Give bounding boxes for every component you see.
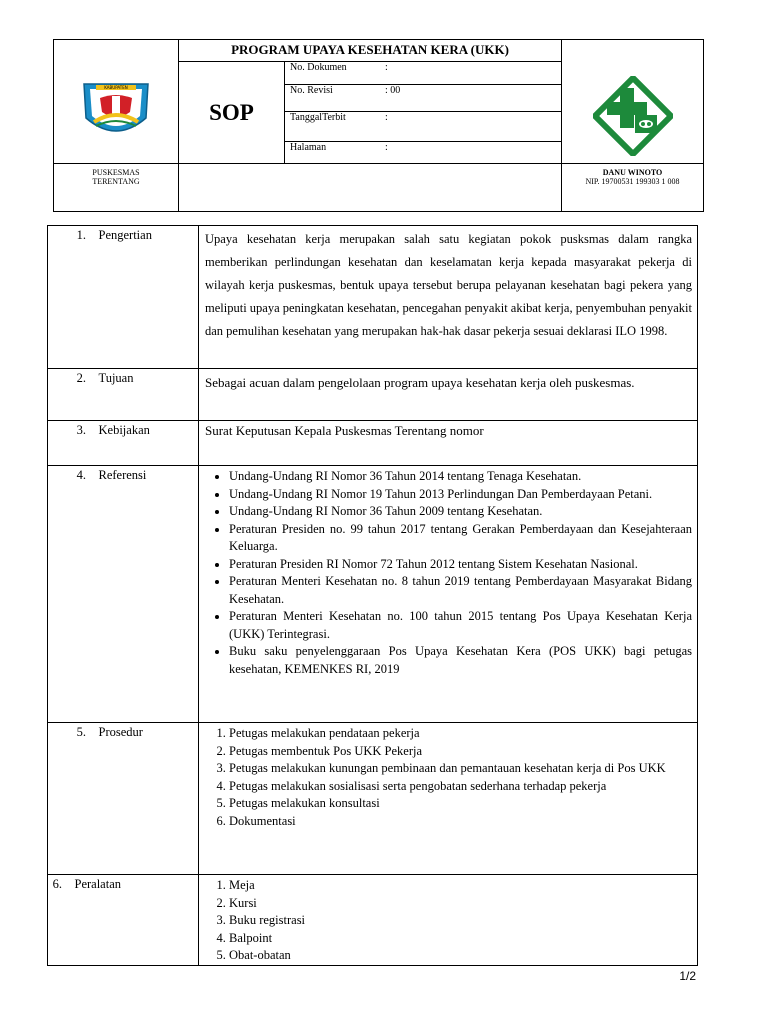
list-item: 1. Meja (229, 877, 692, 895)
signer-name: DANU WINOTO (602, 168, 663, 177)
right-logo-cell (562, 40, 704, 164)
list-item: 3. Buku registrasi (229, 912, 692, 930)
row-kebijakan: 3. Kebijakan Surat Keputusan Kepala Puskesmas Terentang nomor (48, 421, 698, 466)
section-title: Kebijakan (98, 423, 150, 437)
prosedur-list-cell (199, 723, 698, 875)
section-title: Prosedur (98, 725, 143, 739)
row-pengertian: 1. Pengertian Upaya kesehatan kerja merupakan salah satu kegiatan pokok pusksmas dalam rangka memberikan perlindungan kesehatan dan keselamatan kerja kepada masyarakat pekerja di wilayah kerja puskesmas, bentuk upaya tersebut berupa pelayanan kesehatan bagi pekera yang meliputi upaya peningkatan kesehatan, pencegahan penyakit akibat kerja, penyembuhan penyakit dan pemulihan kesehatan yang merupakan hak-hak dasar pekerja sesuai deklarasi ILO 1998. (48, 226, 698, 369)
peralatan-list (205, 877, 692, 965)
sop-label: SOP (179, 62, 285, 164)
list-item: • Peraturan Menteri Kesehatan no. 8 tahun 2019 tentang Pemberdayaan Masyarakat Bidang Kesehatan. (229, 573, 692, 608)
pengertian-text: Upaya kesehatan kerja merupakan salah satu kegiatan pokok pusksmas dalam rangka memberikan perlindungan kesehatan dan keselamatan kerja kepada masyarakat pekerja di wilayah kerja puskesmas, bentuk upaya tersebut berupa pelayanan kesehatan bagi pekera yang meliputi upaya peningkatan kesehatan, pencegahan penyakit akibat kerja, penyembuhan penyakit dan pemulihan kesehatan yang merupakan hak-hak dasar pekerja sesuai deklarasi ILO 1998. (199, 226, 698, 369)
sop-content-table (47, 225, 698, 966)
list-item: • Buku saku penyelenggaraan Pos Upaya Kesehatan Kera (POS UKK) bagi petugas kesehatan, KEMENKES RI, 2019 (229, 643, 692, 678)
referensi-list-cell (199, 466, 698, 723)
row-peralatan: 6. Peralatan 1. Meja 2. Kursi 3. Buku registrasi 4. Balpoint 5. Obat-obatan (48, 875, 698, 966)
meta-row-issue-date: TanggalTerbit : (285, 112, 562, 142)
list-item: 4. Balpoint (229, 930, 692, 948)
regency-emblem-icon (76, 78, 156, 142)
list-item: 2. Petugas membentuk Pos UKK Pekerja (229, 743, 692, 761)
left-logo-cell (54, 40, 179, 164)
referensi-list (205, 468, 692, 678)
list-item: 3. Petugas melakukan kunungan pembinaan dan pemantauan kesehatan kerja di Pos UKK (229, 760, 692, 778)
page-number: 1/2 (679, 969, 696, 983)
section-title: Tujuan (98, 371, 134, 385)
list-item: 5. Obat-obatan (229, 947, 692, 965)
list-item: • Undang-Undang RI Nomor 36 Tahun 2014 tentang Tenaga Kesehatan. (229, 468, 692, 486)
list-item: 5. Petugas melakukan konsultasi (229, 795, 692, 813)
list-item: • Peraturan Menteri Kesehatan no. 100 tahun 2015 tentang Pos Upaya Kesehatan Kerja (UKK) Terintegrasi. (229, 608, 692, 643)
list-item: • Undang-Undang RI Nomor 19 Tahun 2013 Perlindungan Dan Pemberdayaan Petani. (229, 486, 692, 504)
signer-nip: NIP. 19700531 199303 1 008 (585, 177, 680, 186)
row-referensi: 4. Referensi • Undang-Undang RI Nomor 36 Tahun 2014 tentang Tenaga Kesehatan. • Undang-Undang RI Nomor 19 Tahun 2013 Perlindungan Dan Pemberdayaan Petani. • Undang-Undang RI Nomor 36 Tahun 2009 tentang Kesehatan. • Peraturan Presiden no. 99 tahun 2017 tentang Gerakan Pemberdayaan dan Kesejahteraan Keluarga. • Peraturan Presiden RI Nomor 72 Tahun 2012 tentang Sistem Kesehatan Nasional. • Peraturan Menteri Kesehatan no. 8 tahun 2019 tentang Pemberdayaan Masyarakat Bidang Kesehatan. • Peraturan Menteri Kesehatan no. 100 tahun 2015 tentang Pos Upaya Kesehatan Kerja (UKK) Terintegrasi. • Buku saku penyelenggaraan Pos Upaya Kesehatan Kera (POS UKK) bagi petugas kesehatan, KEMENKES RI, 2019 (48, 466, 698, 723)
section-title: Pengertian (98, 228, 152, 242)
puskesmas-logo-icon (593, 76, 673, 156)
list-item: 2. Kursi (229, 895, 692, 913)
header-blank (179, 164, 562, 212)
meta-row-revision: No. Revisi : 00 (285, 85, 562, 112)
meta-row-doc-number: No. Dokumen : (285, 62, 562, 85)
org-name: PUSKESMAS TERENTANG (54, 164, 179, 212)
list-item: • Peraturan Presiden RI Nomor 72 Tahun 2012 tentang Sistem Kesehatan Nasional. (229, 556, 692, 574)
list-item: 1. Petugas melakukan pendataan pekerja (229, 725, 692, 743)
section-title: Referensi (98, 468, 147, 482)
list-item: 6. Dokumentasi (229, 813, 692, 831)
document-title: PROGRAM UPAYA KESEHATAN KERA (UKK) (179, 40, 562, 62)
meta-row-page: Halaman : (285, 142, 562, 164)
prosedur-list (205, 725, 692, 830)
peralatan-list-cell (199, 875, 698, 966)
document-header (53, 39, 704, 212)
signer-block (562, 164, 704, 212)
logo-caption: KABUPATEN (104, 85, 128, 90)
list-item: 4. Petugas melakukan sosialisasi serta pengobatan sederhana terhadap pekerja (229, 778, 692, 796)
kebijakan-text: Surat Keputusan Kepala Puskesmas Terentang nomor (199, 421, 698, 466)
tujuan-text: Sebagai acuan dalam pengelolaan program upaya kesehatan kerja oleh puskesmas. (199, 369, 698, 421)
row-tujuan: 2. Tujuan Sebagai acuan dalam pengelolaan program upaya kesehatan kerja oleh puskesmas. (48, 369, 698, 421)
list-item: • Peraturan Presiden no. 99 tahun 2017 tentang Gerakan Pemberdayaan dan Kesejahteraan Keluarga. (229, 521, 692, 556)
section-title: Peralatan (74, 877, 122, 891)
row-prosedur: 5. Prosedur 1. Petugas melakukan pendataan pekerja 2. Petugas membentuk Pos UKK Pekerja 3. Petugas melakukan kunungan pembinaan dan pemantauan kesehatan kerja di Pos UKK 4. Petugas melakukan sosialisasi serta pengobatan sederhana terhadap pekerja 5. Petugas melakukan konsultasi 6. Dokumentasi (48, 723, 698, 875)
list-item: • Undang-Undang RI Nomor 36 Tahun 2009 tentang Kesehatan. (229, 503, 692, 521)
